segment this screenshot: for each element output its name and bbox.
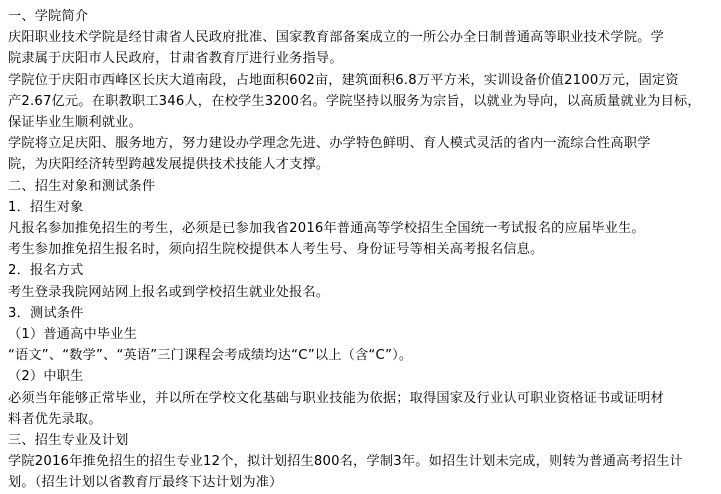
paragraph-line: 院，为庆阳经济转型跨越发展提供技术技能人才支撑。 xyxy=(8,157,330,173)
paragraph-line: 划。（招生计划以省教育厅最终下达计划为准） xyxy=(8,475,283,491)
paragraph-line: 学院2016年推免招生的招生专业12个，拟计划招生800名，学制3年。如招生计划未完成，则转为普通高考招生计 xyxy=(8,454,683,470)
paragraph-line: “语文”、“数学”、“英语”三门课程会考成绩均达“C”以上（含“C”）。 xyxy=(8,348,413,364)
list-item: （1）普通高中毕业生 xyxy=(8,327,138,343)
subsection-heading: 3．测试条件 xyxy=(8,305,84,321)
section-heading: 三、招生专业及计划 xyxy=(8,433,129,449)
section-heading: 二、招生对象和测试条件 xyxy=(8,178,156,194)
paragraph-line: 庆阳职业技术学院是经甘肃省人民政府批准、国家教育部备案成立的一所公办全日制普通高等职业技术学院。学 xyxy=(8,30,664,46)
paragraph-line: 凡报名参加推免招生的考生，必须是已参加我省2016年普通高等学校招生全国统一考试报名的应届毕业生。 xyxy=(8,221,645,237)
paragraph-line: 院隶属于庆阳市人民政府，甘肃省教育厅进行业务指导。 xyxy=(8,51,343,67)
paragraph-line: 产2.67亿元。在职教职工346人，在校学生3200名。学院坚持以服务为宗旨，以就业为导向，以高质量就业为目标， xyxy=(8,93,701,109)
subsection-heading: 1．招生对象 xyxy=(8,199,84,215)
paragraph-line: 料者优先录取。 xyxy=(8,411,102,427)
paragraph-line: 必须当年能够正常毕业，并以所在学校文化基础与职业技能为依据；取得国家及行业认可职业资格证书或证明材 xyxy=(8,390,664,406)
section-heading: 一、学院简介 xyxy=(8,9,89,24)
subsection-heading: 2．报名方式 xyxy=(8,263,84,279)
paragraph-line: 保证毕业生顺利就业。 xyxy=(8,115,142,131)
paragraph-line: 学院将立足庆阳、服务地方，努力建设办学理念先进、办学特色鲜明、育人模式灵活的省内一流综合性高职学 xyxy=(8,136,651,152)
list-item: （2）中职生 xyxy=(8,369,84,385)
paragraph-line: 考生登录我院网站网上报名或到学校招生就业处报名。 xyxy=(8,284,330,300)
paragraph-line: 学院位于庆阳市西峰区长庆大道南段，占地面积602亩，建筑面积6.8万平方米，实训设备价值2100万元，固定资 xyxy=(8,72,679,88)
paragraph-line: 考生参加推免招生报名时，须向招生院校提供本人考生号、身份证号等相关高考报名信息。 xyxy=(8,242,544,258)
